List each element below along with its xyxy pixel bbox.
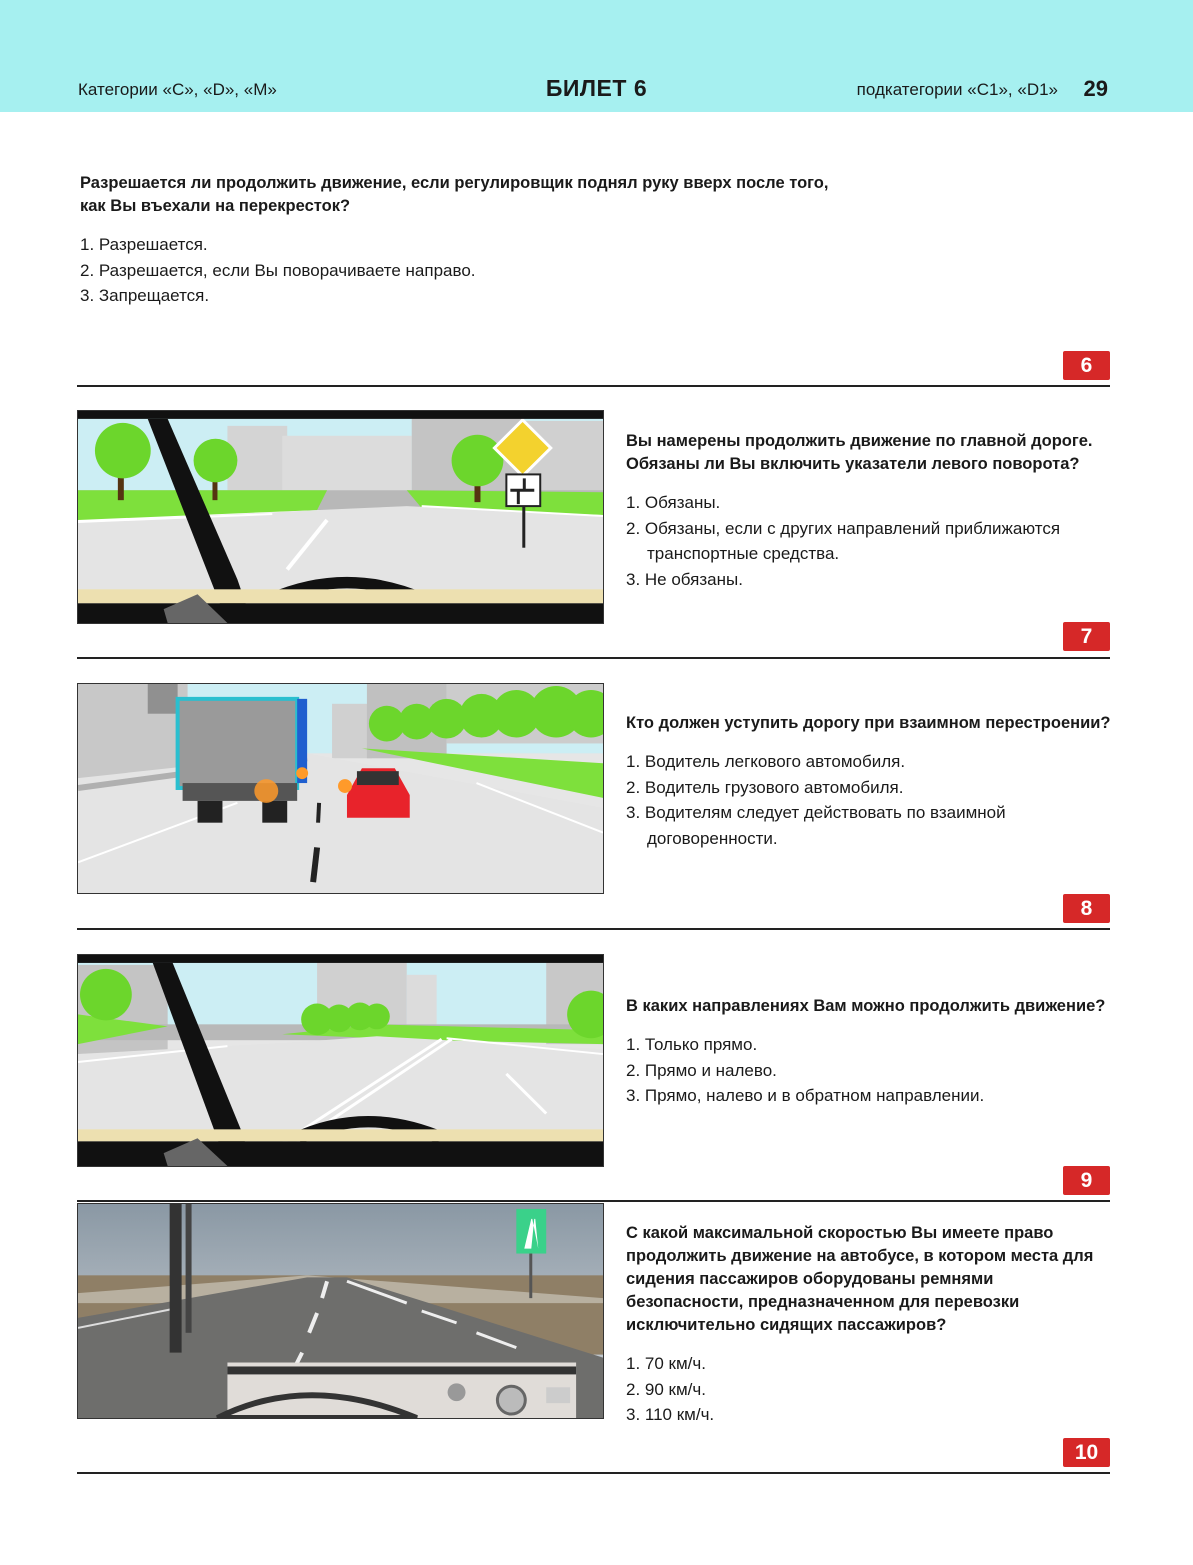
intersection-illustration (77, 410, 604, 624)
divider (77, 1472, 1110, 1474)
lane-change-illustration (77, 683, 604, 894)
question-7 (626, 430, 1111, 592)
answer-option[interactable]: 1. Обязаны. (626, 493, 721, 512)
divider (77, 928, 1110, 930)
question-text: Кто должен уступить дорогу при взаимном перестроении? (626, 714, 1111, 732)
answer-option[interactable]: 2. Разрешается, если Вы поворачиваете направо. (80, 260, 476, 280)
answer-option[interactable]: 1. Водитель легкового автомобиля. (626, 752, 906, 771)
answer-option[interactable]: 3. Запрещается. (80, 286, 210, 305)
question-9 (626, 995, 1111, 1109)
question-text: В каких направлениях Вам можно продолжить движение? (626, 997, 1106, 1015)
answer-option[interactable]: 1. 70 км/ч. (626, 1354, 706, 1373)
question-number-badge: 8 (1063, 894, 1110, 923)
question-8 (626, 712, 1111, 851)
answer-list (626, 490, 1111, 592)
answer-option[interactable]: 2. Прямо и налево. (626, 1060, 777, 1080)
answer-option[interactable]: 1. Только прямо. (626, 1035, 758, 1054)
answer-option[interactable]: 2. 90 км/ч. (626, 1379, 706, 1399)
answer-option[interactable]: 3. Не обязаны. (626, 569, 743, 589)
question-text: Вы намерены продолжить движение по главной дороге. Обязаны ли Вы включить указатели левого поворота? (626, 432, 1093, 473)
question-number-badge: 6 (1063, 351, 1110, 380)
answer-list (80, 232, 840, 309)
answer-option[interactable]: 3. 110 км/ч. (626, 1405, 715, 1424)
answer-option[interactable]: 3. Водителям следует действовать по взаимной договоренности. (626, 803, 1006, 848)
divider (77, 1200, 1110, 1202)
categories-right: подкатегории «C1», «D1» (856, 80, 1058, 99)
question-6 (80, 172, 840, 309)
road-markings-illustration (77, 954, 604, 1167)
ticket-title: БИЛЕТ 6 (545, 75, 648, 101)
question-number-badge: 10 (1063, 1438, 1110, 1467)
question-number-badge: 9 (1063, 1166, 1110, 1195)
question-text: Разрешается ли продолжить движение, если регулировщик поднял руку вверх после того, как Вы въехали на перекресток? (80, 174, 829, 215)
divider (77, 657, 1110, 659)
question-10 (626, 1222, 1111, 1428)
page-header (0, 0, 1193, 112)
answer-option[interactable]: 3. Прямо, налево и в обратном направлении. (626, 1086, 985, 1105)
divider (77, 385, 1110, 387)
answer-list (626, 1351, 1111, 1428)
categories-left: Категории «C», «D», «M» (78, 80, 277, 99)
answer-option[interactable]: 2. Водитель грузового автомобиля. (626, 777, 904, 797)
page-number: 29 (1083, 76, 1108, 101)
answer-list (626, 749, 1111, 851)
highway-photo (77, 1203, 604, 1419)
answer-option[interactable]: 1. Разрешается. (80, 235, 208, 254)
answer-option[interactable]: 2. Обязаны, если с других направлений приближаются транспортные средства. (626, 518, 1061, 563)
question-number-badge: 7 (1063, 622, 1110, 651)
question-text: С какой максимальной скоростью Вы имеете право продолжить движение на автобусе, в котором места для сидения пассажиров оборудованы ремнями безопасности, предназначенном для перевозки исключительно сидящих пассажиров? (626, 1224, 1094, 1334)
answer-list (626, 1032, 1111, 1109)
